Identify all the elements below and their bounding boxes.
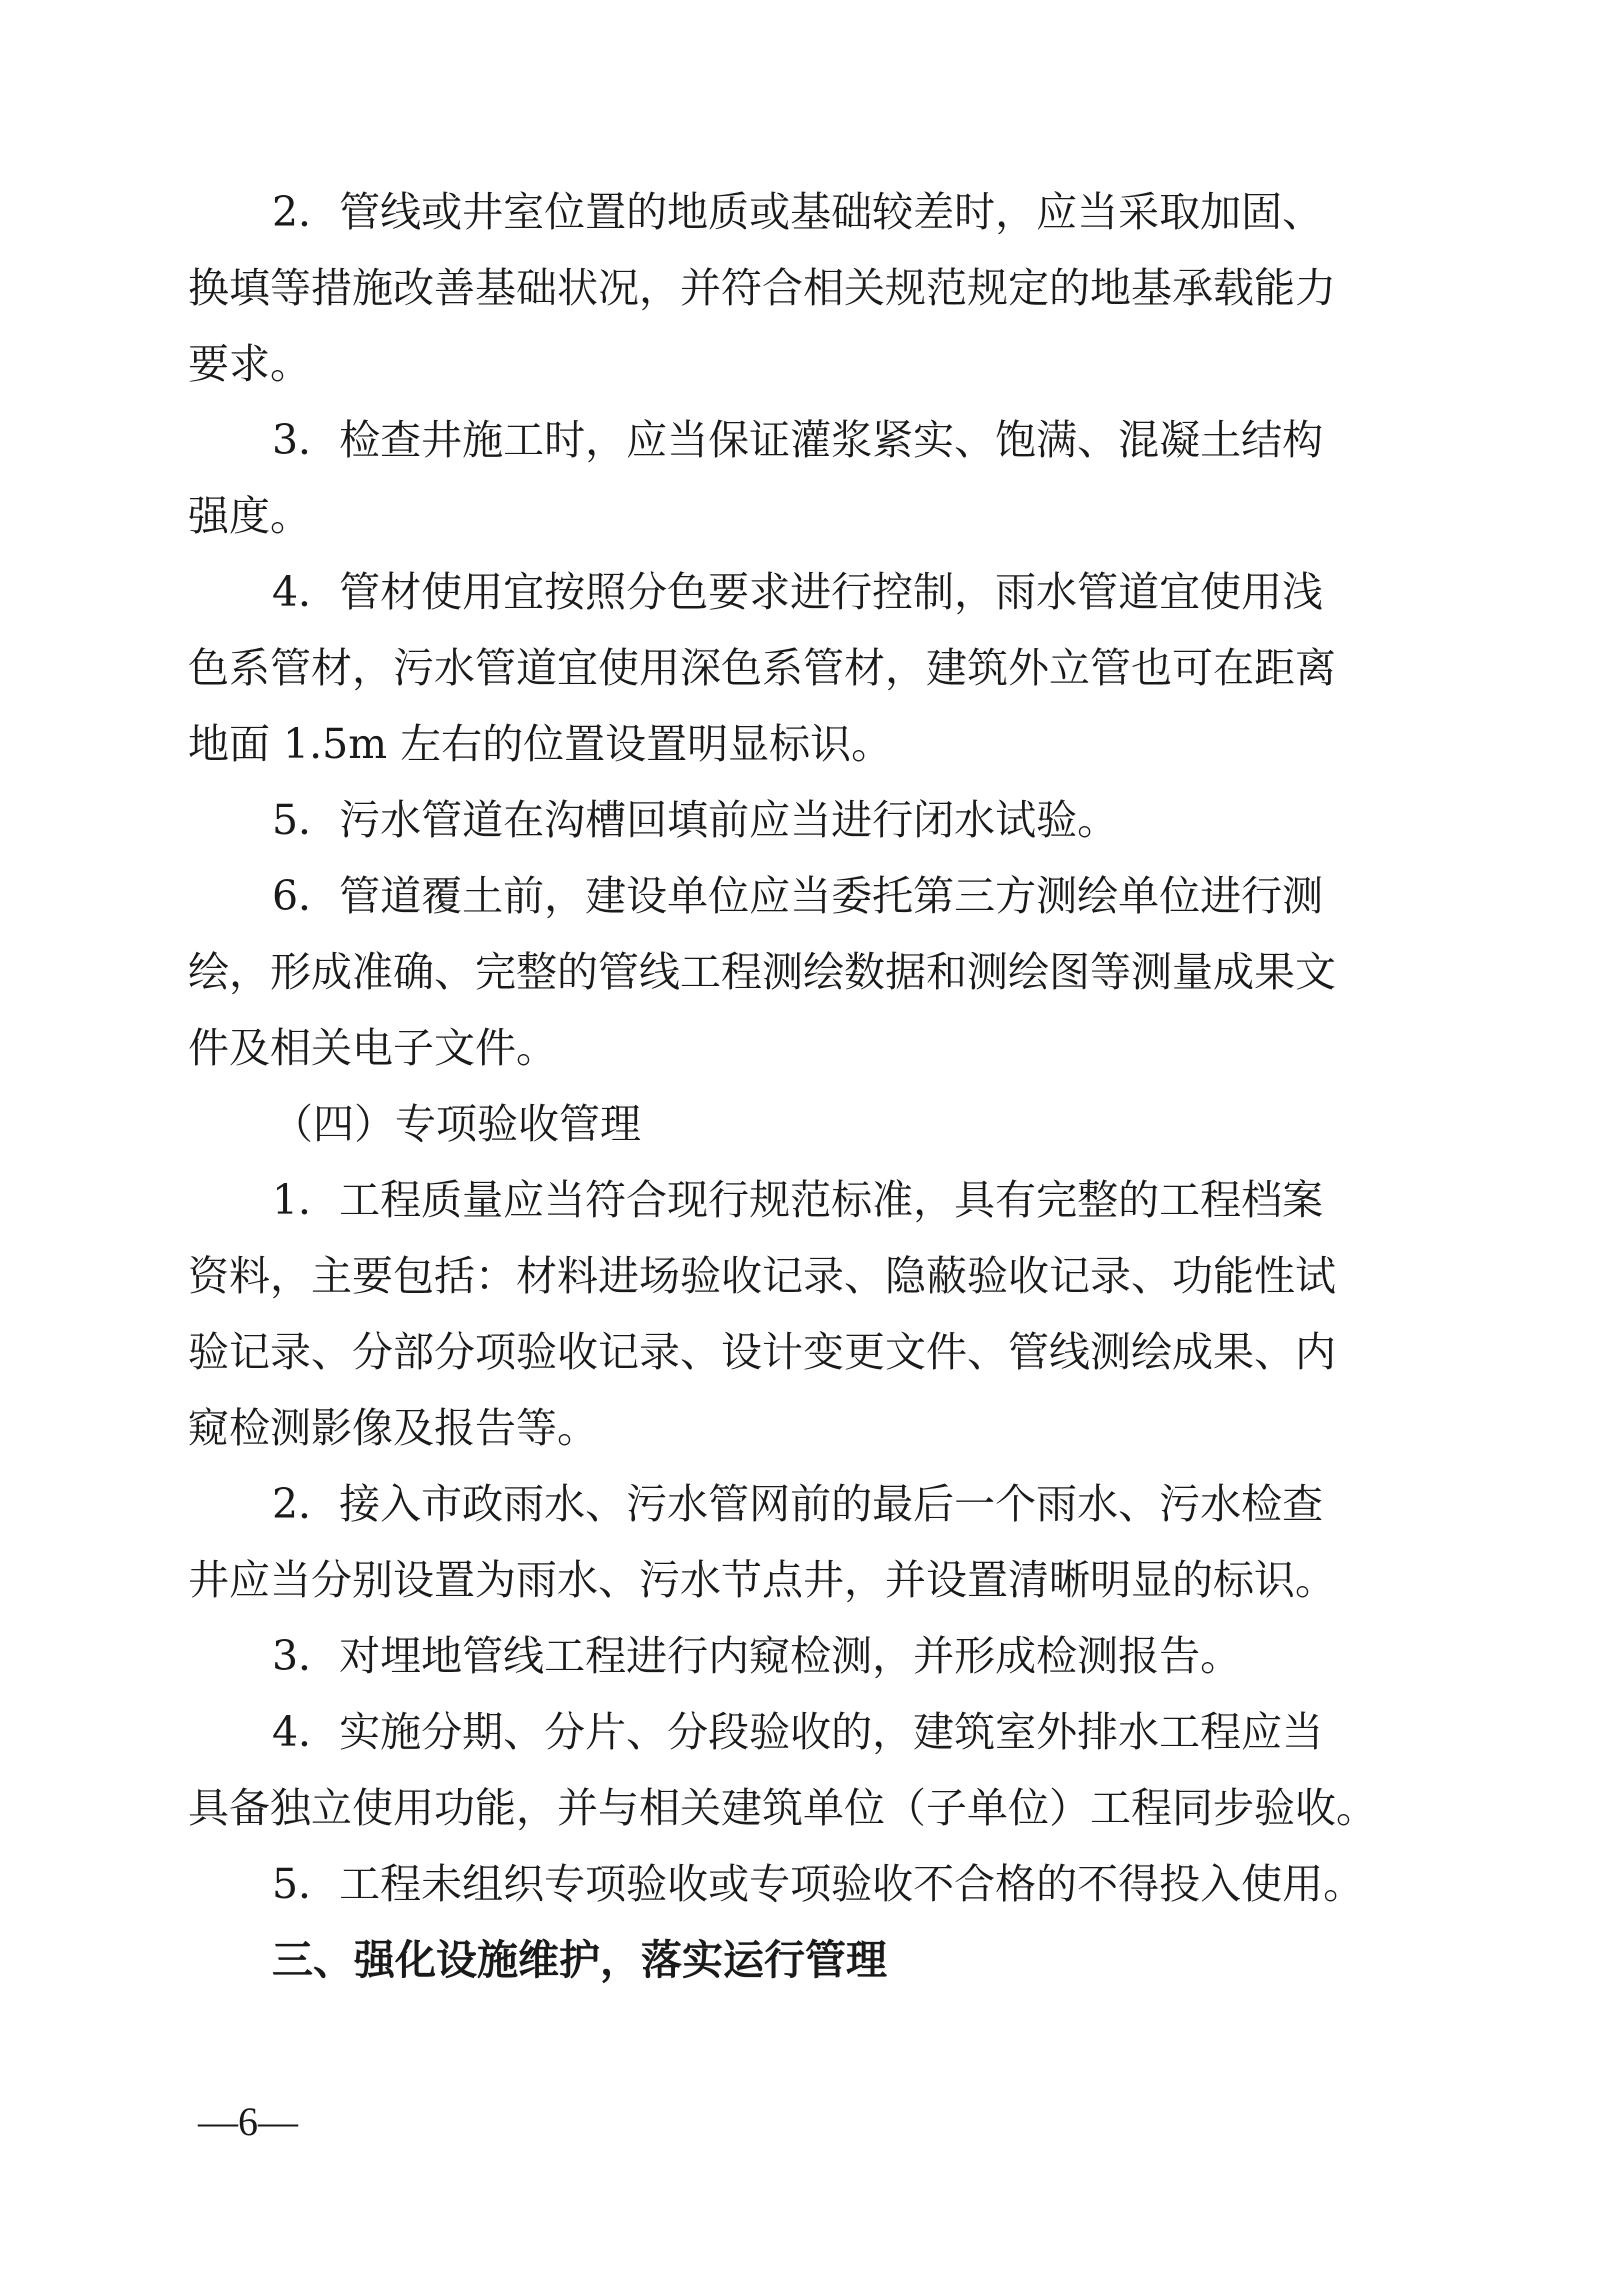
para-line-12: 件及相关电子文件。 xyxy=(188,1024,557,1072)
section-heading-4: （四）专项验收管理 xyxy=(272,1100,641,1148)
para-line-8: 地面 1.5m 左右的位置设置明显标识。 xyxy=(188,720,893,768)
para-line-3: 要求。 xyxy=(188,340,311,388)
para-line-15: 资料，主要包括：材料进场验收记录、隐蔽验收记录、功能性试 xyxy=(188,1252,1336,1300)
para-line-14: 1．工程质量应当符合现行规范标准，具有完整的工程档案 xyxy=(272,1176,1324,1224)
para-line-23: 5．工程未组织专项验收或专项验收不合格的不得投入使用。 xyxy=(272,1860,1365,1908)
para-line-10: 6．管道覆土前，建设单位应当委托第三方测绘单位进行测 xyxy=(272,872,1324,920)
chapter-heading-3: 三、强化设施维护，落实运行管理 xyxy=(272,1936,887,1984)
para-line-2: 换填等措施改善基础状况，并符合相关规范规定的地基承载能力 xyxy=(188,264,1336,312)
para-line-7: 色系管材，污水管道宜使用深色系管材，建筑外立管也可在距离 xyxy=(188,644,1336,692)
page-number: —6— xyxy=(198,2099,298,2144)
para-line-16: 验记录、分部分项验收记录、设计变更文件、管线测绘成果、内 xyxy=(188,1328,1336,1376)
para-line-9: 5．污水管道在沟槽回填前应当进行闭水试验。 xyxy=(272,796,1119,844)
para-line-18: 2．接入市政雨水、污水管网前的最后一个雨水、污水检查 xyxy=(272,1480,1324,1528)
para-line-21: 4．实施分期、分片、分段验收的，建筑室外排水工程应当 xyxy=(272,1708,1324,1756)
para-line-4: 3．检查井施工时，应当保证灌浆紧实、饱满、混凝土结构 xyxy=(272,416,1324,464)
para-line-17: 窥检测影像及报告等。 xyxy=(188,1404,598,1452)
para-line-6: 4．管材使用宜按照分色要求进行控制，雨水管道宜使用浅 xyxy=(272,568,1324,616)
para-line-19: 井应当分别设置为雨水、污水节点井，并设置清晰明显的标识。 xyxy=(188,1556,1336,1604)
para-line-5: 强度。 xyxy=(188,492,311,540)
para-line-20: 3．对埋地管线工程进行内窥检测，并形成检测报告。 xyxy=(272,1632,1242,1680)
para-line-22: 具备独立使用功能，并与相关建筑单位（子单位）工程同步验收。 xyxy=(188,1784,1377,1832)
para-line-11: 绘，形成准确、完整的管线工程测绘数据和测绘图等测量成果文 xyxy=(188,948,1336,996)
para-line-1: 2．管线或井室位置的地质或基础较差时，应当采取加固、 xyxy=(272,188,1324,236)
